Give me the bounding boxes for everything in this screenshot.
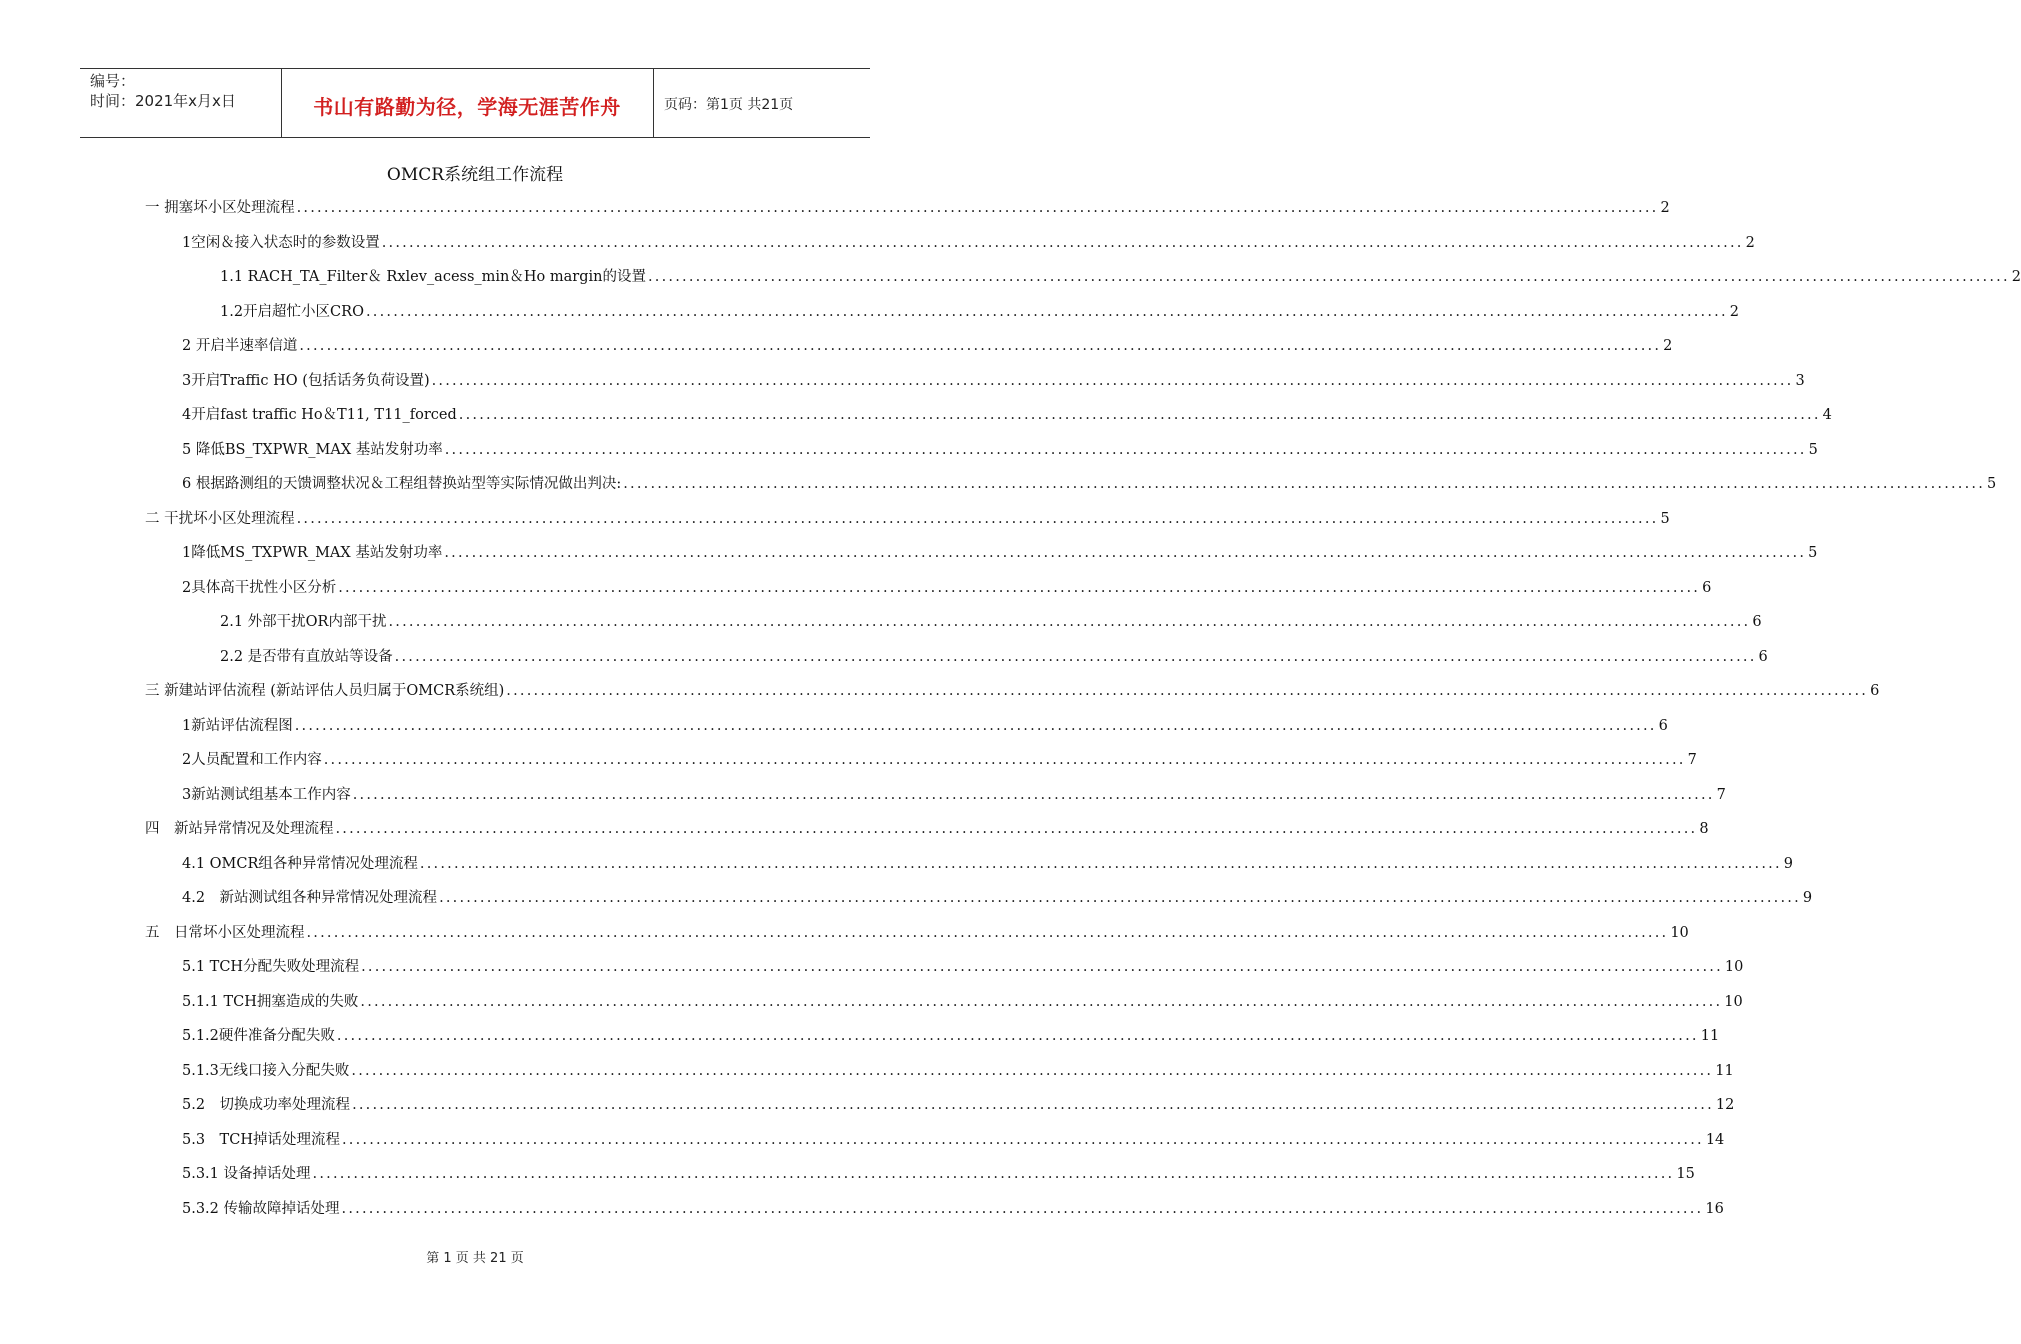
toc-entry[interactable] [182,885,1813,911]
toc-leader-dots: ........................................................................................................................................................................................................ [341,1131,1704,1148]
toc-entry-title: 一 拥塞坏小区处理流程 [145,200,295,216]
toc-entry-page: 6 [1752,614,1762,630]
toc-entry[interactable] [182,368,1805,394]
toc-leader-dots: ........................................................................................................................................................................................................ [388,614,1751,630]
toc-entry-title: 2.2 是否带有直放站等设备 [220,648,393,665]
toc-entry[interactable] [182,471,1997,497]
toc-entry-page: 6 [1702,579,1712,596]
toc-entry-page: 8 [1699,821,1709,837]
toc-leader-dots: ........................................................................................................................................................................................................ [296,510,1659,527]
toc-entry[interactable] [145,816,1709,842]
toc-leader-dots: ........................................................................................................................................................................................................ [419,855,1782,872]
toc-entry-page: 5 [1808,441,1818,458]
toc-leader-dots: ........................................................................................................................................................................................................ [623,476,1986,492]
toc-entry-title: 5.1.1 TCH拥塞造成的失败 [182,993,359,1010]
toc-entry[interactable] [182,713,1668,739]
number-label: 编号： [90,72,136,90]
toc-entry-page: 3 [1795,372,1805,389]
toc-entry-title: 二 干扰坏小区处理流程 [145,510,295,527]
toc-entry[interactable] [182,437,1818,463]
toc-entry[interactable] [182,1092,1735,1118]
toc-leader-dots: ........................................................................................................................................................................................................ [360,993,1723,1010]
toc-entry-page: 9 [1802,890,1813,906]
header-motto: 书山有路勤为径，学海无涯苦作舟 [313,95,621,119]
toc-entry-page: 7 [1687,752,1697,768]
toc-leader-dots: ........................................................................................................................................................................................................ [296,200,1659,216]
toc-entry[interactable] [145,920,1689,946]
toc-entry-page: 15 [1676,1166,1695,1182]
toc-entry-page: 10 [1670,924,1689,941]
toc-entry[interactable] [182,333,1673,359]
toc-entry-title: 5.3.2 传输故障掉话处理 [182,1200,340,1217]
toc-entry[interactable] [182,851,1793,877]
toc-entry-page: 2 [1663,338,1673,354]
toc-leader-dots: ........................................................................................................................................................................................................ [294,717,1657,734]
toc-entry[interactable] [182,954,1744,980]
toc-leader-dots: ........................................................................................................................................................................................................ [361,959,1723,975]
toc-entry-title: 5.1 TCH分配失败处理流程 [182,959,360,975]
toc-entry-page: 6 [1658,717,1668,734]
toc-leader-dots: ........................................................................................................................................................................................................ [381,234,1744,251]
toc-entry-title: 1.1 RACH_TA_Filter＆ Rxlev_acess_min＆Ho margin的设置 [220,269,646,285]
toc-entry-page: 5 [1808,545,1818,561]
toc-entry-title: 5.2 切换成功率处理流程 [182,1097,351,1113]
toc-entry-page: 16 [1705,1200,1724,1217]
toc-entry-title: 1.2开启超忙小区CRO [220,303,364,320]
toc-leader-dots: ........................................................................................................................................................................................................ [444,545,1807,561]
toc-leader-dots: ........................................................................................................................................................................................................ [444,441,1807,458]
toc-entry[interactable] [220,299,1740,325]
toc-entry-title: 5.3.1 设备掉话处理 [182,1166,311,1182]
toc-entry[interactable] [220,264,2021,290]
toc-entry[interactable] [182,1196,1724,1222]
toc-entry-title: 5.3 TCH掉话处理流程 [182,1131,340,1148]
toc-entry-page: 12 [1715,1097,1735,1113]
toc-entry[interactable] [220,609,1762,635]
toc-entry-page: 11 [1715,1062,1734,1079]
toc-leader-dots: ........................................................................................................................................................................................................ [506,683,1869,699]
toc-entry-page: 4 [1822,407,1832,423]
toc-entry-page: 10 [1724,993,1743,1010]
header-page-info: 页码：第1页 共21页 [664,97,794,113]
toc-entry-title: 2人员配置和工作内容 [182,752,322,768]
toc-leader-dots: ........................................................................................................................................................................................................ [458,407,1821,423]
toc-entry-title: 2具体高干扰性小区分析 [182,579,337,596]
toc-entry[interactable] [145,678,1880,704]
toc-leader-dots: ........................................................................................................................................................................................................ [352,1097,1714,1113]
toc-entry-title: 1空闲＆接入状态时的参数设置 [182,234,380,251]
toc-entry[interactable] [182,575,1712,601]
toc-entry-page: 2 [1660,200,1670,216]
toc-entry-page: 5 [1987,476,1997,492]
page-header [80,68,870,138]
header-divider [653,69,654,137]
toc-entry-page: 11 [1700,1028,1720,1044]
toc-entry[interactable] [182,230,1755,256]
document-title: OMCR系统组工作流程 [386,165,564,185]
toc-entry-title: 5.1.3无线口接入分配失败 [182,1062,350,1079]
toc-entry-title: 2 开启半速率信道 [182,338,298,354]
toc-entry-title: 五 日常坏小区处理流程 [145,924,305,941]
toc-leader-dots: ........................................................................................................................................................................................................ [338,579,1701,596]
toc-entry-page: 7 [1716,786,1726,803]
toc-entry-title: 3新站测试组基本工作内容 [182,786,351,803]
toc-leader-dots: ........................................................................................................................................................................................................ [336,1028,1699,1044]
toc-entry-title: 1降低MS_TXPWR_MAX 基站发射功率 [182,545,443,561]
toc-entry-page: 2 [1745,234,1755,251]
toc-entry-title: 四 新站异常情况及处理流程 [145,821,334,837]
toc-entry-page: 2 [1729,303,1740,320]
toc-leader-dots: ........................................................................................................................................................................................................ [306,924,1669,941]
toc-entry-title: 4.1 OMCR组各种异常情况处理流程 [182,855,418,872]
toc-leader-dots: ........................................................................................................................................................................................................ [439,890,1801,906]
toc-entry[interactable] [182,540,1818,566]
toc-entry[interactable] [182,782,1726,808]
toc-leader-dots: ........................................................................................................................................................................................................ [365,303,1728,320]
toc-leader-dots: ........................................................................................................................................................................................................ [647,269,2010,285]
toc-entry[interactable] [182,1058,1734,1084]
toc-leader-dots: ........................................................................................................................................................................................................ [394,648,1757,665]
toc-leader-dots: ........................................................................................................................................................................................................ [352,786,1715,803]
toc-leader-dots: ........................................................................................................................................................................................................ [299,338,1662,354]
toc-entry-page: 2 [2011,269,2021,285]
toc-leader-dots: ........................................................................................................................................................................................................ [351,1062,1714,1079]
toc-entry-title: 1新站评估流程图 [182,717,293,734]
toc-entry[interactable] [182,1023,1720,1049]
toc-entry[interactable] [182,989,1743,1015]
toc-leader-dots: ........................................................................................................................................................................................................ [335,821,1698,837]
toc-entry[interactable] [182,1127,1725,1153]
page-footer: 第 1 页 共 21 页 [426,1251,524,1266]
toc-entry-title: 5.1.2硬件准备分配失败 [182,1028,335,1044]
toc-leader-dots: ........................................................................................................................................................................................................ [323,752,1686,768]
toc-entry-page: 6 [1758,648,1768,665]
toc-entry-title: 4.2 新站测试组各种异常情况处理流程 [182,890,438,906]
toc-entry-page: 6 [1870,683,1880,699]
time-label: 时间：2021年x月x日 [90,92,236,110]
toc-entry[interactable] [145,195,1670,221]
toc-entry-title: 3开启Traffic HO (包括话务负荷设置) [182,372,430,389]
toc-leader-dots: ........................................................................................................................................................................................................ [312,1166,1675,1182]
toc-entry-title: 4开启fast traffic Ho＆T11, T11_forced [182,407,457,423]
toc-entry-page: 10 [1724,959,1744,975]
toc-entry[interactable] [182,747,1697,773]
toc-entry-title: 6 根据路测组的天馈调整状况＆工程组替换站型等实际情况做出判决: [182,476,622,492]
toc-entry-title: 2.1 外部干扰OR内部干扰 [220,614,387,630]
toc-entry-title: 5 降低BS_TXPWR_MAX 基站发射功率 [182,441,443,458]
toc-entry[interactable] [182,402,1832,428]
toc-leader-dots: ........................................................................................................................................................................................................ [431,372,1794,389]
toc-leader-dots: ........................................................................................................................................................................................................ [341,1200,1704,1217]
toc-entry-title: 三 新建站评估流程 (新站评估人员归属于OMCR系统组) [145,683,505,699]
toc-entry-page: 9 [1783,855,1793,872]
toc-entry[interactable] [182,1161,1695,1187]
header-meta [90,71,236,111]
toc-entry[interactable] [220,644,1768,670]
toc-entry-page: 14 [1705,1131,1725,1148]
toc-entry-page: 5 [1660,510,1670,527]
toc-entry[interactable] [145,506,1670,532]
